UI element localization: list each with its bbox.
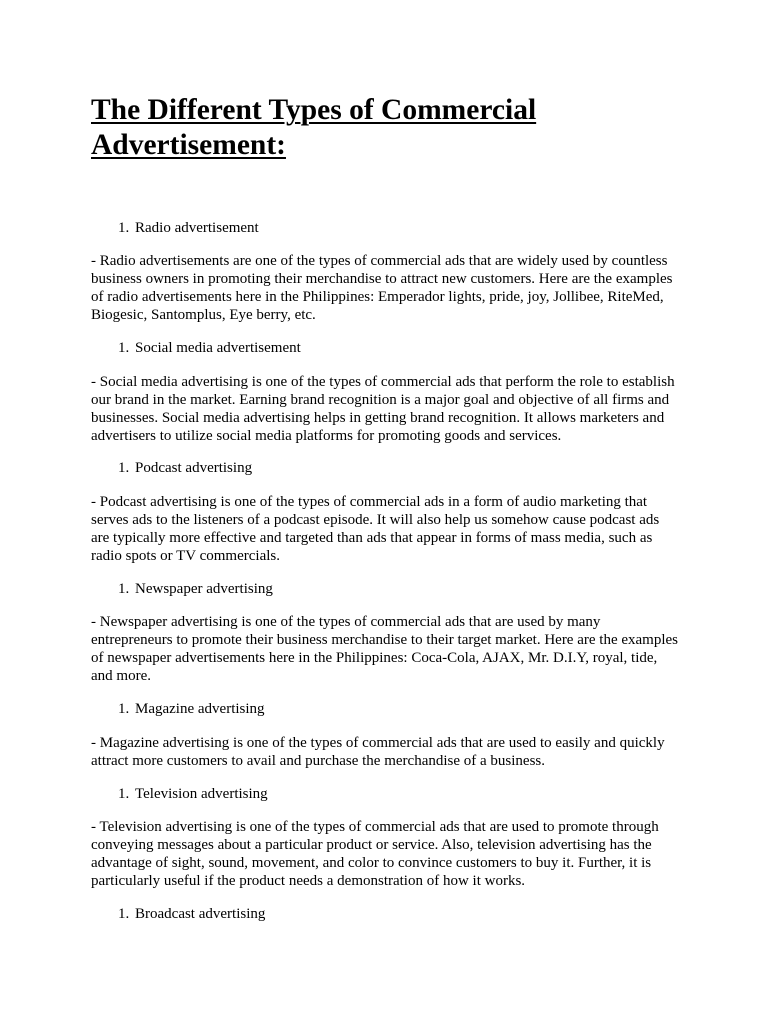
section-heading: Radio advertisement — [135, 220, 259, 236]
list-number: 1. — [118, 701, 130, 717]
list-number: 1. — [118, 460, 130, 476]
section-heading: Social media advertisement — [135, 340, 301, 356]
list-item — [118, 785, 268, 803]
section-heading: Newspaper advertising — [135, 581, 273, 597]
list-number: 1. — [118, 340, 130, 356]
list-number: 1. — [118, 581, 130, 597]
document-title: The Different Types of Commercial Advertisement: — [91, 94, 537, 161]
list-number: 1. — [118, 786, 130, 802]
list-item — [118, 339, 301, 357]
section-paragraph: - Newspaper advertising is one of the types of commercial ads that are used by many entrepreneurs to promote their business merchandise to their target market. Here are the examples of newspaper advertisements here in the Philippines: Coca-Cola, AJAX, Mr. D.I.Y, royal, tide, and more. — [91, 614, 678, 684]
list-item — [118, 905, 265, 923]
list-number: 1. — [118, 906, 130, 922]
list-item — [118, 700, 265, 718]
list-item — [118, 459, 252, 477]
section-heading: Television advertising — [135, 786, 268, 802]
list-item — [118, 219, 259, 237]
section-heading: Magazine advertising — [135, 701, 265, 717]
list-item — [118, 580, 273, 598]
section-paragraph: - Radio advertisements are one of the types of commercial ads that are widely used by countless business owners in promoting their merchandise to attract new customers. Here are the examples of radio advertisements here in the Philippines: Emperador lights, pride, joy, Jollibee, RiteMed, Biogesic, Santomplus, Eye berry, etc. — [91, 253, 673, 323]
section-paragraph: - Magazine advertising is one of the types of commercial ads that are used to easily and quickly attract more customers to avail and purchase the merchandise of a business. — [91, 735, 665, 769]
section-paragraph: - Television advertising is one of the types of commercial ads that are used to promote through conveying messages about a particular product or service. Also, television advertising has the advantage of sight, sound, movement, and color to convince customers to buy it. Further, it is particularly useful if the product needs a demonstration of how it works. — [91, 819, 659, 889]
section-paragraph: - Social media advertising is one of the types of commercial ads that perform the role to establish our brand in the market. Earning brand recognition is a major goal and objective of all firms and businesses. Social media advertising helps in getting brand recognition. It allows marketers and advertisers to utilize social media platforms for promoting goods and services. — [91, 374, 675, 444]
section-heading: Broadcast advertising — [135, 906, 266, 922]
section-paragraph: - Podcast advertising is one of the types of commercial ads in a form of audio marketing that serves ads to the listeners of a podcast episode. It will also help us somehow cause podcast ads are typically more effective and targeted than ads that appear in forms of mass media, such as radio spots or TV commercials. — [91, 494, 660, 564]
list-number: 1. — [118, 220, 130, 236]
section-heading: Podcast advertising — [135, 460, 253, 476]
